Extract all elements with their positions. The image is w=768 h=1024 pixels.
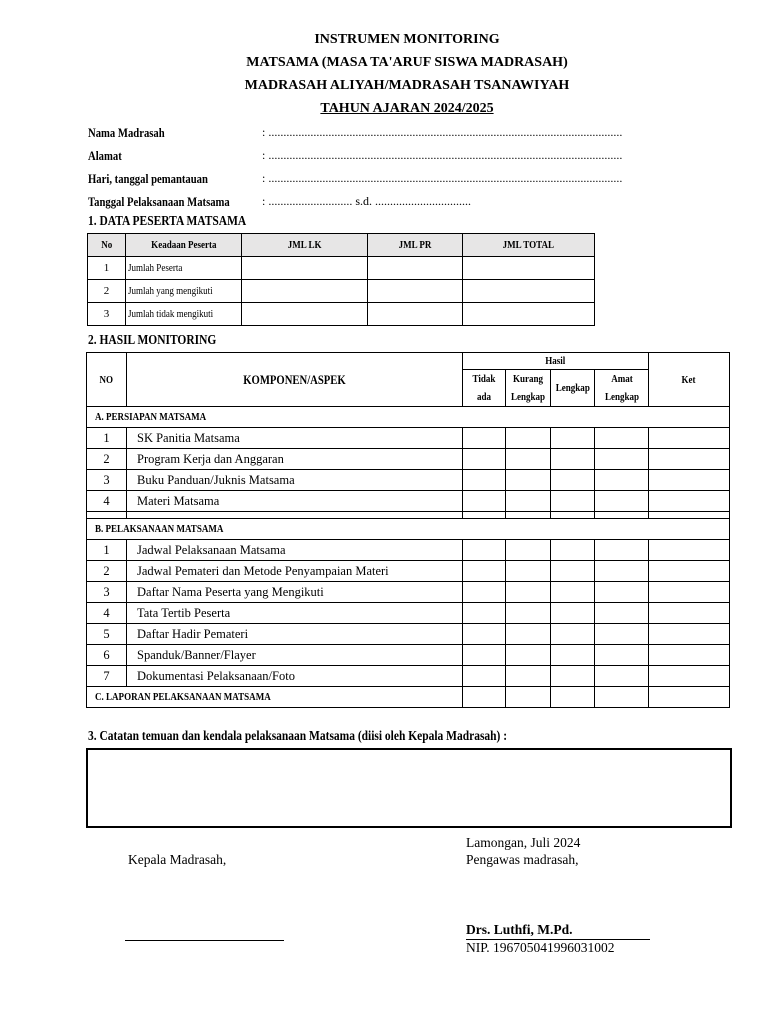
row-label: Program Kerja dan Anggaran — [127, 449, 463, 470]
cell-tidak-ada[interactable] — [463, 603, 506, 624]
row-label: Buku Panduan/Juknis Matsama — [127, 470, 463, 491]
cell-ket[interactable] — [649, 561, 730, 582]
row-label: Jadwal Pemateri dan Metode Penyampaian Materi — [127, 561, 463, 582]
cell-tidak-ada[interactable] — [463, 687, 506, 708]
cell-kurang-lengkap[interactable] — [506, 624, 551, 645]
cell-amat-lengkap[interactable] — [595, 582, 649, 603]
cell-amat-lengkap[interactable] — [595, 624, 649, 645]
cell-tidak-ada[interactable] — [463, 491, 506, 512]
cell-lengkap[interactable] — [551, 645, 595, 666]
row-no: 6 — [87, 645, 127, 666]
group-row — [87, 687, 730, 708]
info-label: Hari, tanggal pemantauan — [88, 171, 208, 186]
info-value: : ...................................................................................................................... — [262, 171, 623, 185]
row-no: 2 — [87, 449, 127, 470]
header-lengkap: Lengkap — [551, 370, 595, 407]
table-row — [87, 666, 730, 687]
header-kurang-lengkap: Kurang Lengkap — [506, 370, 551, 407]
row-no: 3 — [88, 303, 126, 326]
table-row — [87, 603, 730, 624]
header-no: NO — [87, 353, 127, 407]
title-line-1: INSTRUMEN MONITORING — [314, 32, 500, 47]
cell-ket[interactable] — [649, 603, 730, 624]
row-label: Jadwal Pelaksanaan Matsama — [127, 540, 463, 561]
cell-ket[interactable] — [649, 624, 730, 645]
section-1-title: 1. DATA PESERTA MATSAMA — [88, 214, 247, 229]
cell-jml-total[interactable] — [462, 257, 594, 280]
cell-jml-total[interactable] — [462, 280, 594, 303]
cell-ket[interactable] — [649, 428, 730, 449]
header-komponen: KOMPONEN/ASPEK — [127, 353, 463, 407]
header-no: No — [88, 234, 126, 257]
table-row — [87, 470, 730, 491]
right-signer-nip: NIP. 196705041996031002 — [466, 940, 615, 955]
table-row — [88, 257, 595, 280]
row-no: 3 — [87, 582, 127, 603]
row-no: 4 — [87, 603, 127, 624]
header-keadaan: Keadaan Peserta — [126, 234, 242, 257]
info-label: Tanggal Pelaksanaan Matsama — [88, 194, 230, 209]
row-label: Daftar Hadir Pemateri — [127, 624, 463, 645]
row-no: 5 — [87, 624, 127, 645]
cell-amat-lengkap[interactable] — [595, 645, 649, 666]
info-value: : ............................ s.d. ................................ — [262, 194, 472, 208]
title-line-2: MATSAMA (MASA TA'ARUF SISWA MADRASAH) — [246, 55, 568, 70]
right-signer-role: Pengawas madrasah, — [466, 852, 579, 867]
info-label: Nama Madrasah — [88, 125, 165, 140]
row-no: 4 — [87, 491, 127, 512]
cell-lengkap[interactable] — [551, 470, 595, 491]
table-row — [87, 561, 730, 582]
table-header-row — [88, 234, 595, 257]
cell-ket[interactable] — [649, 582, 730, 603]
info-value: : ...................................................................................................................... — [262, 125, 623, 139]
table-header-row — [87, 353, 730, 370]
group-row — [87, 407, 730, 428]
row-label: Jumlah yang mengikuti — [126, 280, 242, 303]
cell-ket[interactable] — [649, 645, 730, 666]
header-jml-total: JML TOTAL — [462, 234, 594, 257]
cell-ket[interactable] — [649, 540, 730, 561]
cell-kurang-lengkap[interactable] — [506, 687, 551, 708]
row-label: Spanduk/Banner/Flayer — [127, 645, 463, 666]
row-label: Materi Matsama — [127, 491, 463, 512]
cell-tidak-ada[interactable] — [463, 561, 506, 582]
cell-jml-lk[interactable] — [242, 280, 367, 303]
cell-amat-lengkap[interactable] — [595, 540, 649, 561]
left-signer-role: Kepala Madrasah, — [128, 852, 227, 867]
cell-tidak-ada[interactable] — [463, 470, 506, 491]
cell-amat-lengkap[interactable] — [595, 561, 649, 582]
cell-kurang-lengkap[interactable] — [506, 540, 551, 561]
cell-ket[interactable] — [649, 470, 730, 491]
cell-lengkap[interactable] — [551, 561, 595, 582]
group-row — [87, 519, 730, 540]
row-label: Daftar Nama Peserta yang Mengikuti — [127, 582, 463, 603]
table-row — [88, 280, 595, 303]
cell-jml-pr[interactable] — [367, 257, 462, 280]
row-no: 1 — [88, 257, 126, 280]
cell-ket[interactable] — [649, 491, 730, 512]
cell-tidak-ada[interactable] — [463, 582, 506, 603]
cell-amat-lengkap[interactable] — [595, 603, 649, 624]
header-tidak-ada: Tidak ada — [463, 370, 506, 407]
hasil-monitoring-table — [86, 352, 730, 708]
title-line-4: TAHUN AJARAN 2024/2025 — [320, 101, 494, 116]
info-label: Alamat — [88, 148, 122, 163]
row-no: 2 — [88, 280, 126, 303]
group-title: C. LAPORAN PELAKSANAAN MATSAMA — [87, 687, 463, 708]
cell-tidak-ada[interactable] — [463, 666, 506, 687]
header-hasil: Hasil — [463, 353, 649, 370]
cell-kurang-lengkap[interactable] — [506, 603, 551, 624]
cell-lengkap[interactable] — [551, 603, 595, 624]
table-row — [87, 645, 730, 666]
cell-lengkap[interactable] — [551, 687, 595, 708]
cell-kurang-lengkap[interactable] — [506, 428, 551, 449]
cell-amat-lengkap[interactable] — [595, 687, 649, 708]
group-title: A. PERSIAPAN MATSAMA — [87, 407, 730, 428]
cell-jml-lk[interactable] — [242, 303, 367, 326]
cell-amat-lengkap[interactable] — [595, 449, 649, 470]
section-2-title: 2. HASIL MONITORING — [88, 333, 217, 348]
cell-ket[interactable] — [649, 666, 730, 687]
cell-kurang-lengkap[interactable] — [506, 582, 551, 603]
row-no: 1 — [87, 540, 127, 561]
row-label: Dokumentasi Pelaksanaan/Foto — [127, 666, 463, 687]
group-title: B. PELAKSANAAN MATSAMA — [87, 519, 730, 540]
cell-tidak-ada[interactable] — [463, 449, 506, 470]
cell-tidak-ada[interactable] — [463, 624, 506, 645]
section-3-title: 3. Catatan temuan dan kendala pelaksanaan Matsama (diisi oleh Kepala Madrasah) : — [88, 729, 508, 744]
row-no: 7 — [87, 666, 127, 687]
cell-kurang-lengkap[interactable] — [506, 491, 551, 512]
cell-kurang-lengkap[interactable] — [506, 449, 551, 470]
place-date: Lamongan, Juli 2024 — [466, 835, 581, 850]
table-row — [87, 540, 730, 561]
cell-amat-lengkap[interactable] — [595, 428, 649, 449]
header-jml-lk: JML LK — [242, 234, 367, 257]
table-row — [88, 303, 595, 326]
cell-lengkap[interactable] — [551, 624, 595, 645]
table-row — [87, 428, 730, 449]
cell-ket[interactable] — [649, 449, 730, 470]
cell-ket[interactable] — [649, 687, 730, 708]
row-no: 3 — [87, 470, 127, 491]
cell-lengkap[interactable] — [551, 449, 595, 470]
row-no: 2 — [87, 561, 127, 582]
cell-kurang-lengkap[interactable] — [506, 561, 551, 582]
cell-amat-lengkap[interactable] — [595, 491, 649, 512]
header-ket: Ket — [649, 353, 730, 407]
row-no: 1 — [87, 428, 127, 449]
cell-kurang-lengkap[interactable] — [506, 666, 551, 687]
cell-lengkap[interactable] — [551, 540, 595, 561]
cell-kurang-lengkap[interactable] — [506, 645, 551, 666]
cell-tidak-ada[interactable] — [463, 428, 506, 449]
table-row — [87, 624, 730, 645]
title-line-3: MADRASAH ALIYAH/MADRASAH TSANAWIYAH — [244, 78, 570, 93]
row-label: Jumlah Peserta — [126, 257, 242, 280]
cell-lengkap[interactable] — [551, 582, 595, 603]
cell-lengkap[interactable] — [551, 491, 595, 512]
cell-kurang-lengkap[interactable] — [506, 470, 551, 491]
cell-tidak-ada[interactable] — [463, 645, 506, 666]
cell-jml-total[interactable] — [462, 303, 594, 326]
cell-tidak-ada[interactable] — [463, 540, 506, 561]
info-value: : ...................................................................................................................... — [262, 148, 623, 162]
cell-jml-pr[interactable] — [367, 280, 462, 303]
notes-box[interactable] — [86, 748, 732, 828]
cell-lengkap[interactable] — [551, 428, 595, 449]
left-signature-line — [125, 940, 284, 941]
row-label: SK Panitia Matsama — [127, 428, 463, 449]
row-label: Jumlah tidak mengikuti — [126, 303, 242, 326]
table-row — [87, 449, 730, 470]
spacer-row — [87, 512, 730, 519]
table-row — [87, 582, 730, 603]
cell-amat-lengkap[interactable] — [595, 470, 649, 491]
cell-jml-lk[interactable] — [242, 257, 367, 280]
row-label: Tata Tertib Peserta — [127, 603, 463, 624]
table-row — [87, 491, 730, 512]
cell-jml-pr[interactable] — [367, 303, 462, 326]
header-amat-lengkap: Amat Lengkap — [595, 370, 649, 407]
cell-amat-lengkap[interactable] — [595, 666, 649, 687]
header-jml-pr: JML PR — [367, 234, 462, 257]
right-signer-name: Drs. Luthfi, M.Pd. — [466, 922, 573, 937]
data-peserta-table — [87, 233, 595, 326]
cell-lengkap[interactable] — [551, 666, 595, 687]
